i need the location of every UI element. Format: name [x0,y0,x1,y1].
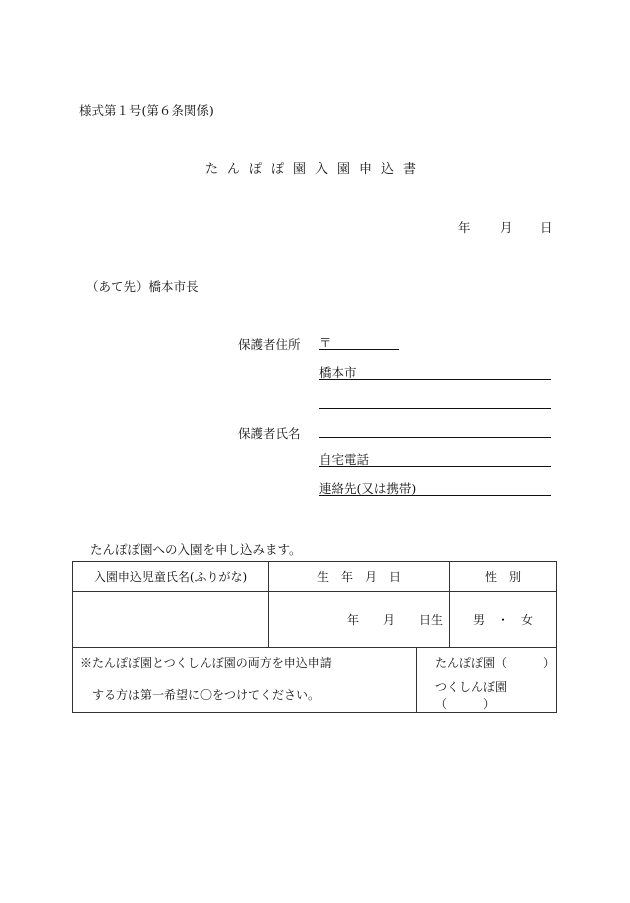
note-line-1: ※たんぽぽ園とつくしんぼ園の両方を申込申請 [73,648,417,678]
child-name-cell[interactable] [73,592,269,648]
note-line-2: する方は第一希望に〇をつけてください。 [73,678,417,713]
choice-tanpopo[interactable]: たんぽぽ園（ ） [416,648,556,678]
addressee: （あて先）橋本市長 [86,279,199,294]
address-line-1-field[interactable] [319,363,551,380]
contact-field[interactable] [319,479,551,496]
date-year-label: 年 [458,220,471,235]
date-month-label: 月 [500,220,513,235]
guardian-name-field[interactable] [319,421,551,438]
document-title: たんぽぽ園入園申込書 [204,162,425,177]
home-phone-field[interactable] [319,450,551,467]
guardian-name-label: 保護者氏名 [238,426,301,441]
form-number: 様式第１号(第６条関係) [79,103,214,118]
application-statement: たんぽぽ園への入園を申し込みます。 [90,542,302,557]
gender-cell[interactable]: 男 ・ 女 [450,592,557,648]
choice-tsukushinbo[interactable]: つくしんぼ園（ ） [416,678,556,713]
postal-mark: 〒 [319,335,332,350]
guardian-address-label: 保護者住所 [238,337,301,352]
gender-header: 性 別 [450,562,557,592]
date-day-label: 日 [540,220,553,235]
postal-code-field[interactable] [319,333,399,350]
city-prefix: 橋本市 [319,365,357,380]
address-line-2-field[interactable] [319,392,551,409]
birthdate-header: 生 年 月 日 [269,562,450,592]
birthdate-cell[interactable]: 年 月 日生 [269,592,450,648]
contact-label: 連絡先(又は携帯) [319,481,417,496]
home-phone-label: 自宅電話 [319,452,370,467]
child-name-header: 入園申込児童氏名(ふりがな) [73,562,269,592]
application-table [72,561,557,713]
